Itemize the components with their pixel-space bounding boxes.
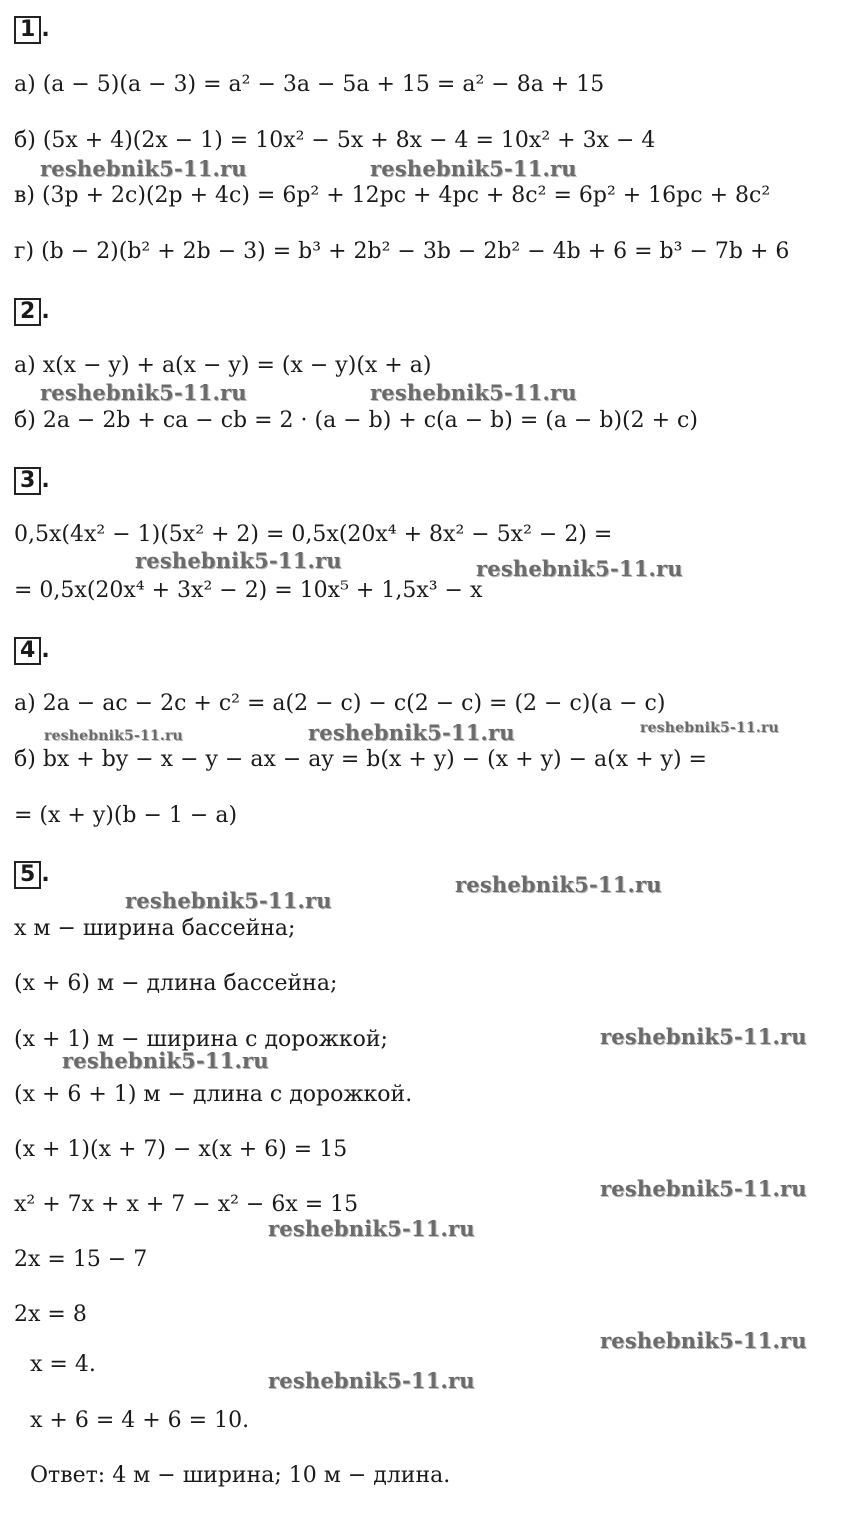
- watermark: reshebnik5-11.ru: [40, 156, 247, 181]
- task-5-line-1: x м − ширина бассейна;: [14, 916, 296, 941]
- watermark: reshebnik5-11.ru: [370, 380, 577, 405]
- watermark: reshebnik5-11.ru: [135, 548, 342, 573]
- task-5-step-1: 2x = 15 − 7: [14, 1247, 148, 1272]
- watermark: reshebnik5-11.ru: [600, 1024, 807, 1049]
- task-4-line-b-cont: = (x + y)(b − 1 − a): [14, 803, 238, 828]
- watermark: reshebnik5-11.ru: [600, 1176, 807, 1201]
- task-1-line-a: а) (a − 5)(a − 3) = a² − 3a − 5a + 15 = a² − 8a + 15: [14, 72, 605, 97]
- watermark: reshebnik5-11.ru: [44, 728, 183, 744]
- watermark: reshebnik5-11.ru: [268, 1368, 475, 1393]
- watermark: reshebnik5-11.ru: [268, 1216, 475, 1241]
- watermark: reshebnik5-11.ru: [125, 888, 332, 913]
- task-3-line-2: = 0,5x(20x⁴ + 3x² − 2) = 10x⁵ + 1,5x³ − x: [14, 578, 483, 603]
- task-3-line-1: 0,5x(4x² − 1)(5x² + 2) = 0,5x(20x⁴ + 8x² − 5x² − 2) =: [14, 522, 613, 547]
- task-5-equation: (x + 1)(x + 7) − x(x + 6) = 15: [14, 1137, 348, 1162]
- task-1-line-g: г) (b − 2)(b² + 2b − 3) = b³ + 2b² − 3b − 2b² − 4b + 6 = b³ − 7b + 6: [14, 239, 790, 264]
- task-1-line-b: б) (5x + 4)(2x − 1) = 10x² − 5x + 8x − 4 = 10x² + 3x − 4: [14, 128, 656, 153]
- task-5-line-2: (x + 6) м − длина бассейна;: [14, 971, 338, 996]
- task-number-5: 5 .: [14, 861, 50, 889]
- watermark: reshebnik5-11.ru: [40, 380, 247, 405]
- task-number-3: 3 .: [14, 467, 50, 495]
- watermark: reshebnik5-11.ru: [600, 1328, 807, 1353]
- task-5-step-2: 2x = 8: [14, 1302, 87, 1327]
- watermark: reshebnik5-11.ru: [476, 556, 683, 581]
- task-4-line-a: а) 2a − ac − 2c + c² = a(2 − c) − c(2 − c) = (2 − c)(a − c): [14, 691, 666, 716]
- task-5-root: x = 4.: [30, 1352, 96, 1377]
- task-5-expansion: x² + 7x + x + 7 − x² − 6x = 15: [14, 1192, 359, 1217]
- task-number-2: 2 .: [14, 298, 50, 326]
- task-2-line-a: а) x(x − y) + a(x − y) = (x − y)(x + a): [14, 353, 432, 378]
- task-2-line-b: б) 2a − 2b + ca − cb = 2 · (a − b) + c(a − b) = (a − b)(2 + c): [14, 408, 698, 433]
- task-1-line-v: в) (3p + 2c)(2p + 4c) = 6p² + 12pc + 4pc + 8c² = 6p² + 16pc + 8c²: [14, 183, 771, 208]
- task-5-line-4: (x + 6 + 1) м − длина с дорожкой.: [14, 1082, 413, 1107]
- task-number-4: 4 .: [14, 637, 50, 665]
- task-number-1: 1 .: [14, 16, 50, 44]
- task-5-answer: Ответ: 4 м − ширина; 10 м − длина.: [30, 1463, 451, 1488]
- watermark: reshebnik5-11.ru: [62, 1048, 269, 1073]
- task-4-line-b: б) bx + by − x − y − ax − ay = b(x + y) − (x + y) − a(x + y) =: [14, 747, 707, 772]
- watermark: reshebnik5-11.ru: [455, 872, 662, 897]
- task-5-line-3: (x + 1) м − ширина с дорожкой;: [14, 1027, 388, 1052]
- watermark: reshebnik5-11.ru: [308, 720, 515, 745]
- watermark: reshebnik5-11.ru: [370, 156, 577, 181]
- watermark: reshebnik5-11.ru: [640, 720, 779, 736]
- task-5-length: x + 6 = 4 + 6 = 10.: [30, 1408, 250, 1433]
